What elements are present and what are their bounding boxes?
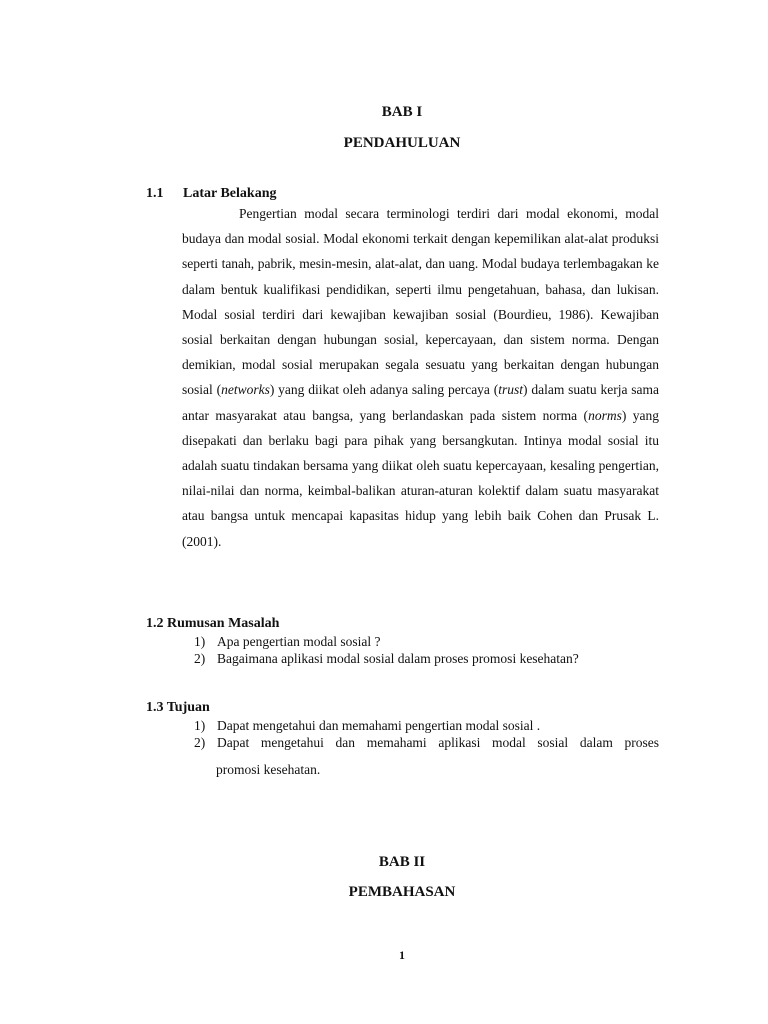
chapter-1-subtitle: PENDAHULUAN (343, 135, 461, 151)
list-item: Bagaimana aplikasi modal sosial dalam proses promosi kesehatan? (217, 651, 579, 666)
section-1-1-number: 1.1 (146, 186, 164, 201)
chapter-2-subtitle: PEMBAHASAN (348, 884, 456, 900)
list-item-continuation: promosi kesehatan. (216, 762, 321, 777)
chapter-1-title: BAB I (381, 104, 423, 120)
list-item-number: 1) (194, 718, 206, 733)
page-number: 1 (399, 948, 405, 962)
background-paragraph: Pengertian modal secara terminologi terdiri dari modal ekonomi, modal budaya dan modal sosial. Modal ekonomi terkait dengan kepemilikan alat-alat produksi seperti tanah, pabrik, mesin-mesin, alat-alat, dan uang. Modal budaya terlembagakan ke dalam bentuk kualifikasi pendidikan, seperti ilmu pengetahuan, bahasa, dan lukisan. Modal sosial terdiri dari kewajiban kewajiban sosial (Bourdieu, 1986). Kewajiban sosial berkaitan dengan hubungan sosial, kepercayaan, dan sistem norma. Dengan demikian, modal sosial merupakan segala sesuatu yang berkaitan dengan hubungan sosial (networks) yang diikat oleh adanya saling percaya (trust) dalam suatu kerja sama antar masyarakat atau bangsa, yang berlandaskan pada sistem norma (norms) yang disepakati dan berlaku bagi para pihak yang bersangkutan. Intinya modal sosial itu adalah suatu tindakan bersama yang diikat oleh suatu kepercayaan, kesaling pengertian, nilai-nilai dan norma, keimbal-balikan aturan-aturan kolektif dalam suatu masyarakat atau bangsa untuk mencapai kapasitas hidup yang lebih baik Cohen dan Prusak L. (2001). (182, 206, 660, 549)
list-item: Dapat mengetahui dan memahami pengertian modal sosial . (217, 718, 541, 733)
list-item: Apa pengertian modal sosial ? (217, 634, 381, 649)
term-trust: trust (498, 382, 524, 398)
list-item-number: 2) (194, 735, 206, 750)
term-norms: norms (588, 407, 622, 423)
chapter-2-title: BAB II (378, 854, 426, 870)
section-1-3-title: 1.3 Tujuan (146, 700, 210, 715)
list-item: Dapat mengetahui dan memahami aplikasi modal sosial dalam proses (217, 735, 659, 750)
section-1-1-title: Latar Belakang (183, 186, 277, 201)
list-item-number: 2) (194, 651, 206, 666)
term-networks: networks (221, 382, 270, 398)
list-item-number: 1) (194, 634, 206, 649)
section-1-2-title: 1.2 Rumusan Masalah (146, 616, 280, 631)
